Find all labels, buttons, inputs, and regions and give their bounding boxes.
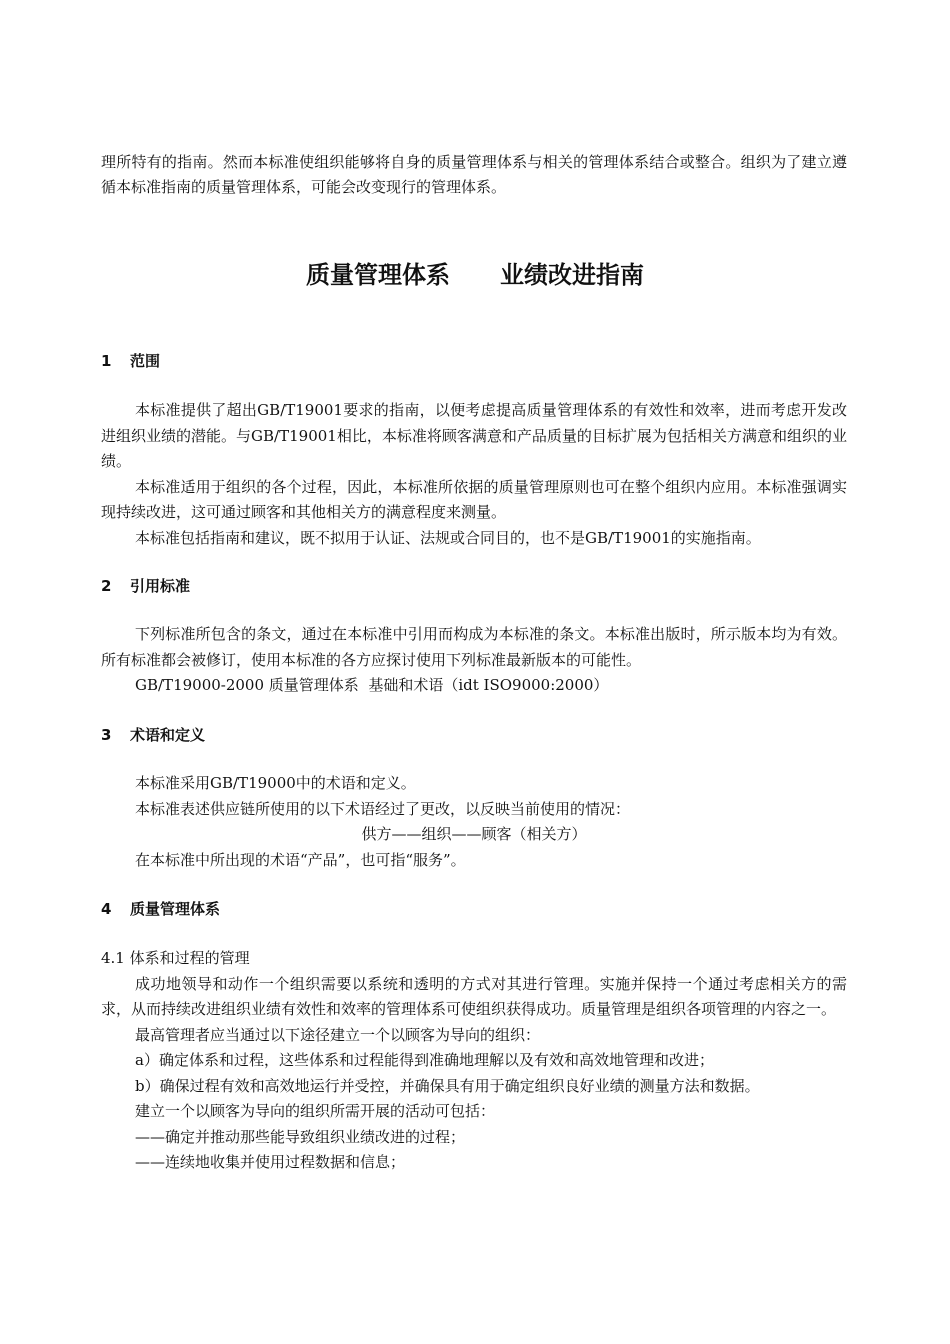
paragraph: 本标准适用于组织的各个过程，因此，本标准所依据的质量管理原则也可在整个组织内应用。本标准强调实现持续改进，这可通过顾客和其他相关方的满意程度来测量。 [101, 477, 847, 521]
document-title [0, 257, 950, 293]
section-4-heading [101, 898, 220, 920]
section-2-body [101, 622, 847, 699]
paragraph: 本标准采用GB/T19000中的术语和定义。 [135, 774, 416, 792]
paragraph: 下列标准所包含的条文，通过在本标准中引用而构成为本标准的条文。本标准出版时，所示版本均为有效。所有标准都会被修订，使用本标准的各方应探讨使用下列标准最新版本的可能性。 [101, 625, 847, 669]
section-title: 质量管理体系 [130, 900, 221, 918]
section-title: 术语和定义 [130, 726, 206, 744]
section-3-heading [101, 724, 205, 746]
section-number: 2 [101, 577, 112, 595]
section-4-body [101, 946, 847, 1176]
list-item: b）确保过程有效和高效地运行并受控，并确保具有用于确定组织良好业绩的测量方法和数据。 [135, 1076, 760, 1095]
section-number: 1 [101, 352, 112, 370]
paragraph: 在本标准中所出现的术语“产品”，也可指“服务”。 [135, 850, 466, 869]
section-number: 3 [101, 726, 112, 744]
referenced-standard: GB/T19000-2000 质量管理体系 基础和术语（idt ISO9000:2000） [135, 676, 609, 694]
section-3-body [101, 771, 847, 873]
title-part-1: 质量管理体系 [306, 261, 450, 289]
list-item: a）确定体系和过程，这些体系和过程能得到准确地理解以及有效和高效地管理和改进； [135, 1051, 714, 1069]
dash-item: ——确定并推动那些能导致组织业绩改进的过程； [135, 1127, 466, 1146]
section-2-heading [101, 575, 190, 597]
dash-item: ——连续地收集并使用过程数据和信息； [135, 1153, 406, 1171]
section-title: 范围 [130, 352, 161, 370]
intro-paragraph: 理所特有的指南。然而本标准使组织能够将自身的质量管理体系与相关的管理体系结合或整合。组织为了建立遵循本标准指南的质量管理体系，可能会改变现行的管理体系。 [101, 153, 847, 196]
section-number: 4 [101, 900, 112, 918]
section-1-body [101, 398, 847, 551]
section-title: 引用标准 [130, 577, 191, 595]
title-part-2: 业绩改进指南 [500, 261, 644, 289]
paragraph: 建立一个以顾客为导向的组织所需开展的活动可包括： [135, 1102, 496, 1120]
supply-chain-terms: 供方——组织——顾客（相关方） [361, 825, 587, 843]
paragraph: 最高管理者应当通过以下途径建立一个以顾客为导向的组织： [135, 1025, 541, 1044]
paragraph: 本标准包括指南和建议，既不拟用于认证、法规或合同目的，也不是GB/T19001的实施指南。 [135, 528, 761, 547]
paragraph: 成功地领导和动作一个组织需要以系统和透明的方式对其进行管理。实施并保持一个通过考虑相关方的需求，从而持续改进组织业绩有效性和效率的管理体系可使组织获得成功。质量管理是组织各项管理的内容之一。 [101, 974, 847, 1018]
section-1-heading [101, 350, 160, 372]
paragraph: 本标准提供了超出GB/T19001要求的指南，以便考虑提高质量管理体系的有效性和效率，进而考虑开发改进组织业绩的潜能。与GB/T19001相比，本标准将顾客满意和产品质量的目标扩展为包括相关方满意和组织的业绩。 [101, 401, 847, 470]
subsection-heading: 4.1 体系和过程的管理 [101, 949, 250, 967]
paragraph: 本标准表述供应链所使用的以下术语经过了更改，以反映当前使用的情况： [135, 799, 631, 818]
